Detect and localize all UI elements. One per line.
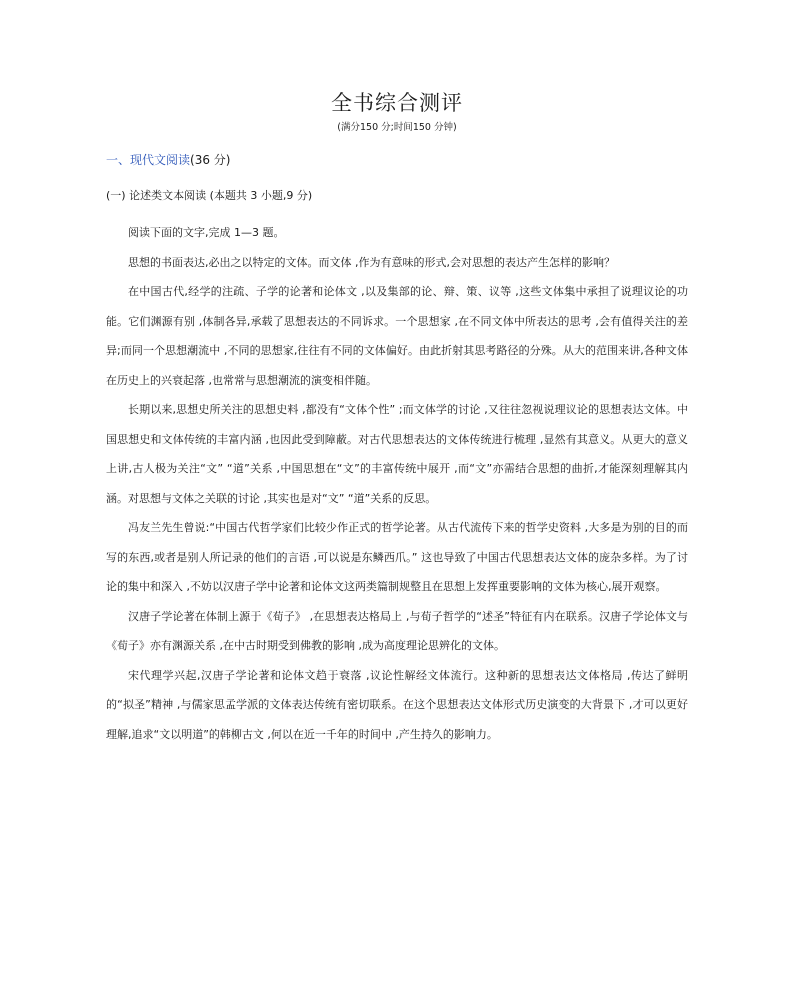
section-heading-label: 一、现代文阅读 — [106, 153, 191, 167]
passage-paragraph: 冯友兰先生曾说:“中国古代哲学家们比较少作正式的哲学论著。从古代流传下来的哲学史资料 ,大多是为别的目的而写的东西,或者是别人所记录的他们的言语 ,可以说是东鳞西爪。” 这也导致了中国古代思想表达文体的庞杂多样。为了讨论的集中和深入 ,不妨以汉唐子学中论著和论体文这两类篇制规整且在思想上发挥重要影响的文体为核心,展开观察。 — [106, 521, 688, 593]
reading-instruction: 阅读下面的文字,完成 1—3 题。 — [128, 226, 285, 239]
passage-paragraph: 在中国古代,经学的注疏、子学的论著和论体文 ,以及集部的论、辩、策、议等 ,这些文体集中承担了说理议论的功能。它们渊源有别 ,体制各异,承载了思想表达的不同诉求。一个思想家 ,在不同文体中所表达的思考 ,会有值得关注的差异;而同一个思想潮流中 ,不同的思想家,往往有不同的文体偏好。由此折射其思考路径的分殊。从大的范围来讲,各种文体在历史上的兴衰起落 ,也常常与思想潮流的演变相伴随。 — [106, 285, 688, 387]
passage-paragraph: 长期以来,思想史所关注的思想史料 ,都没有“文体个性” ;而文体学的讨论 ,又往往忽视说理议论的思想表达文体。中国思想史和文体传统的丰富内涵 ,也因此受到障蔽。对古代思想表达的文体传统进行梳理 ,显然有其意义。从更大的意义上讲,古人极为关注“文” “道”关系 ,中国思想在“文”的丰富传统中展开 ,而“文”亦需结合思想的曲折,才能深刻理解其内涵。对思想与文体之关联的讨论 ,其实也是对“文” “道”关系的反思。 — [106, 403, 688, 505]
document-title: 全书综合测评 — [331, 91, 463, 115]
section-heading — [106, 151, 688, 169]
section-heading-score: (36 分) — [190, 153, 231, 167]
passage-paragraph: 思想的书面表达,必出之以特定的文体。而文体 ,作为有意味的形式,会对思想的表达产生怎样的影响？ — [128, 255, 615, 269]
passage-paragraph: 汉唐子学论著在体制上源于《荀子》 ,在思想表达格局上 ,与荀子哲学的“述圣”特征有内在联系。汉唐子学论体文与《荀子》亦有渊源关系 ,在中古时期受到佛教的影响 ,成为高度理论思辨化的文体。 — [106, 609, 688, 652]
score-time-note: (满分150 分;时间150 分钟) — [337, 122, 457, 133]
subsection-heading: (一) 论述类文本阅读 (本题共 3 小题,9 分) — [106, 189, 313, 202]
passage-paragraph: 宋代理学兴起,汉唐子学论著和论体文趋于衰落 ,议论性解经文体流行。这种新的思想表达文体格局 ,传达了鲜明的“拟圣”精神 ,与儒家思孟学派的文体表达传统有密切联系。在这个思想表达文体形式历史演变的大背景下 ,才可以更好理解,追求“文以明道”的韩柳古文 ,何以在近一千年的时间中 ,产生持久的影响力。 — [106, 668, 688, 741]
